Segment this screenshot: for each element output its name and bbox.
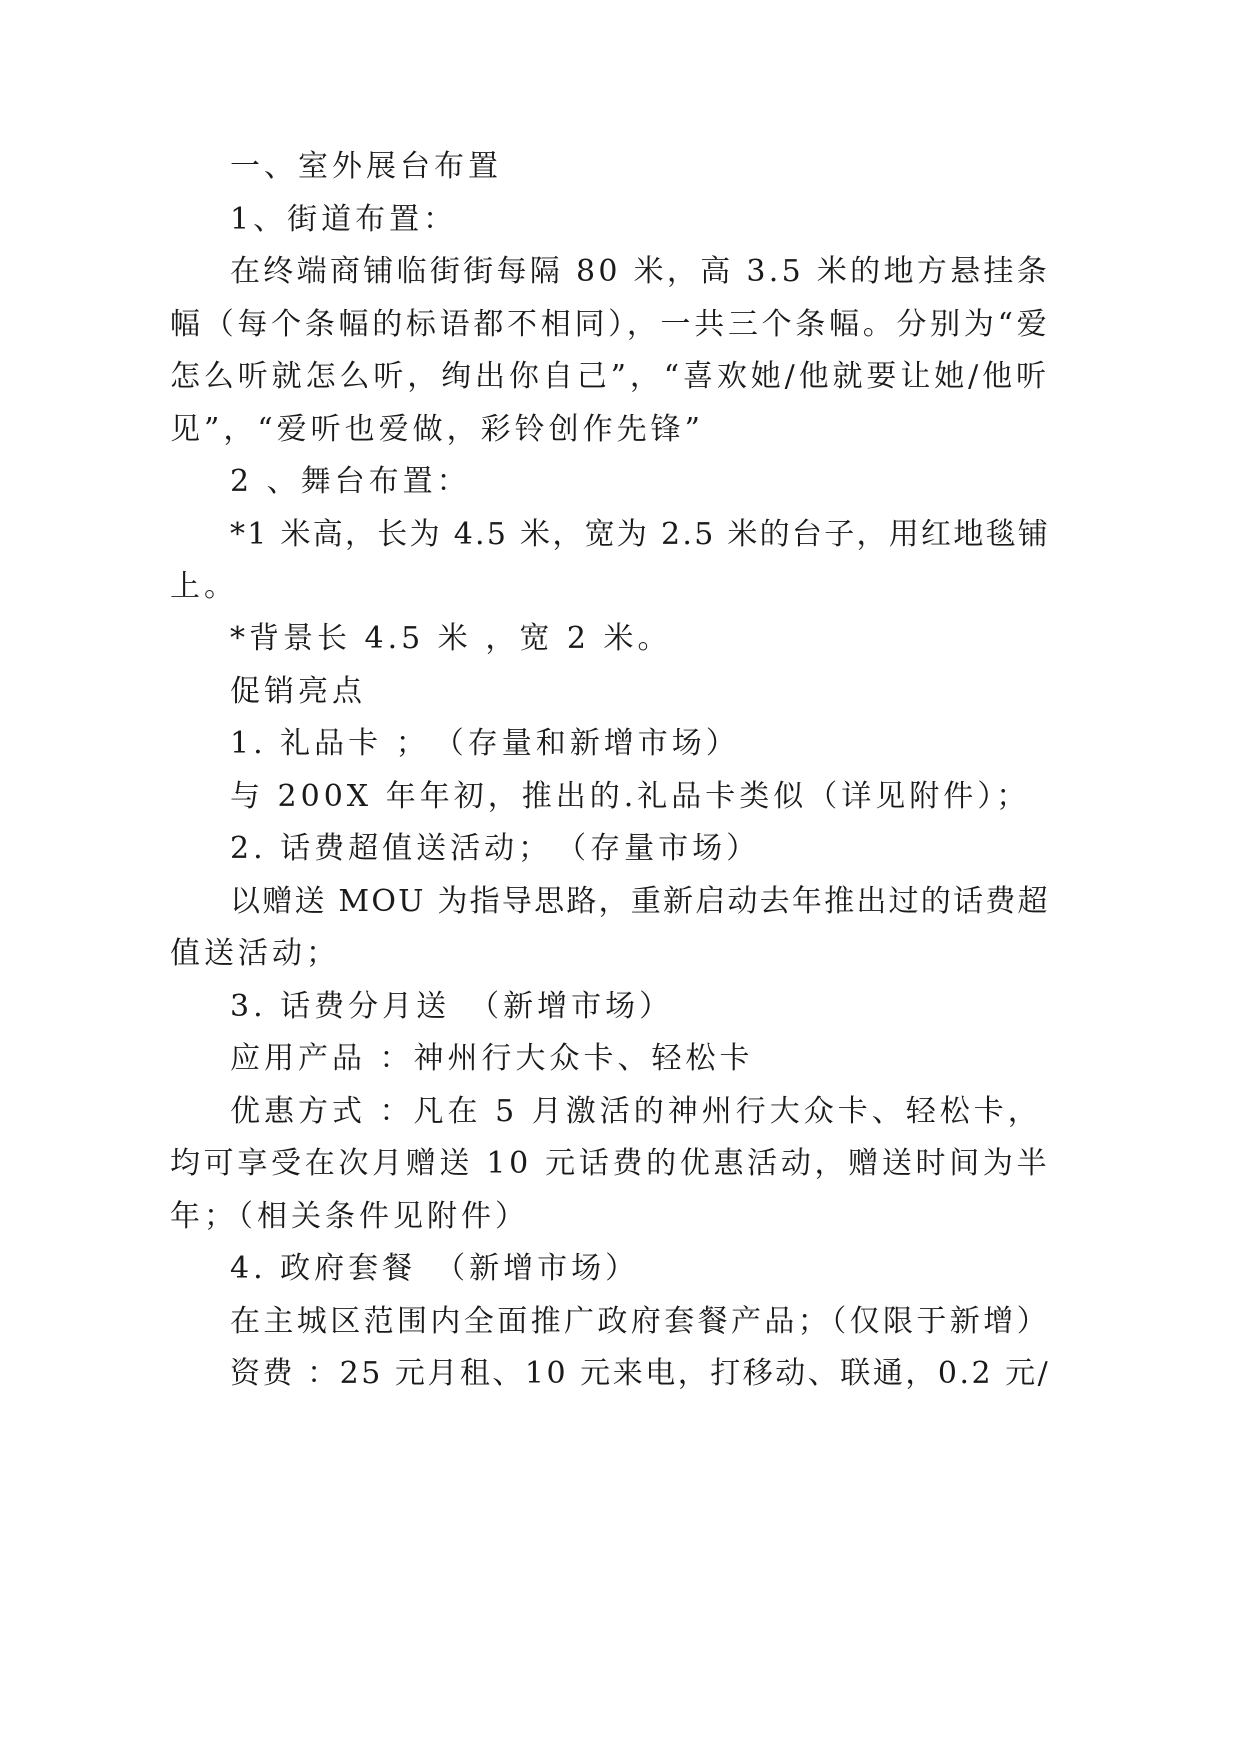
paragraph-line: 上。 xyxy=(170,569,238,604)
paragraph-line: 怎么听就怎么听，绚出你自己”，“喜欢她/他就要让她/他听 xyxy=(170,359,1050,394)
paragraph-line: 均可享受在次月赠送 10 元话费的优惠活动，赠送时间为半 xyxy=(170,1146,1051,1181)
subsection-heading: 2 、舞台布置： xyxy=(230,464,471,499)
list-item-heading: 3. 话费分月送 （新增市场） xyxy=(230,989,674,1024)
section-heading: 一、室外展台布置 xyxy=(230,149,502,184)
paragraph-line: 年；（相关条件见附件） xyxy=(170,1199,529,1234)
paragraph-line: 见”，“爱听也爱做，彩铃创作先锋” xyxy=(170,412,705,447)
list-item-heading: 4. 政府套餐 （新增市场） xyxy=(230,1251,640,1286)
paragraph-line: 幅（每个条幅的标语都不相同），一共三个条幅。分别为“爱 xyxy=(170,307,1051,342)
paragraph-line: 应用产品 ：神州行大众卡、轻松卡 xyxy=(230,1041,754,1076)
paragraph-line: 以赠送 MOU 为指导思路，重新启动去年推出过的话费超 xyxy=(230,884,1050,919)
paragraph-line: 值送活动； xyxy=(170,936,340,971)
paragraph-line: 在终端商铺临街街每隔 80 米，高 3.5 米的地方悬挂条 xyxy=(230,254,1051,289)
paragraph-line: 与 200X 年年初，推出的.礼品卡类似（详见附件）； xyxy=(230,779,1031,814)
subsection-heading: 1、街道布置： xyxy=(230,202,458,237)
paragraph-line: 资费 ：25 元月租、10 元来电，打移动、联通，0.2 元/ xyxy=(230,1356,1051,1391)
paragraph-line: 优惠方式 ：凡在 5 月激活的神州行大众卡、轻松卡， xyxy=(230,1094,1042,1129)
section-heading: 促销亮点 xyxy=(230,674,366,709)
list-item-heading: 2. 话费超值送活动； （存量市场） xyxy=(230,831,761,866)
paragraph-line: *背景长 4.5 米 ，宽 2 米。 xyxy=(230,621,672,656)
paragraph-line: 在主城区范围内全面推广政府套餐产品；（仅限于新增） xyxy=(230,1304,1050,1339)
paragraph-line: *1 米高，长为 4.5 米，宽为 2.5 米的台子，用红地毯铺 xyxy=(230,517,1051,552)
list-item-heading: 1. 礼品卡 ； （存量和新增市场） xyxy=(230,726,740,761)
